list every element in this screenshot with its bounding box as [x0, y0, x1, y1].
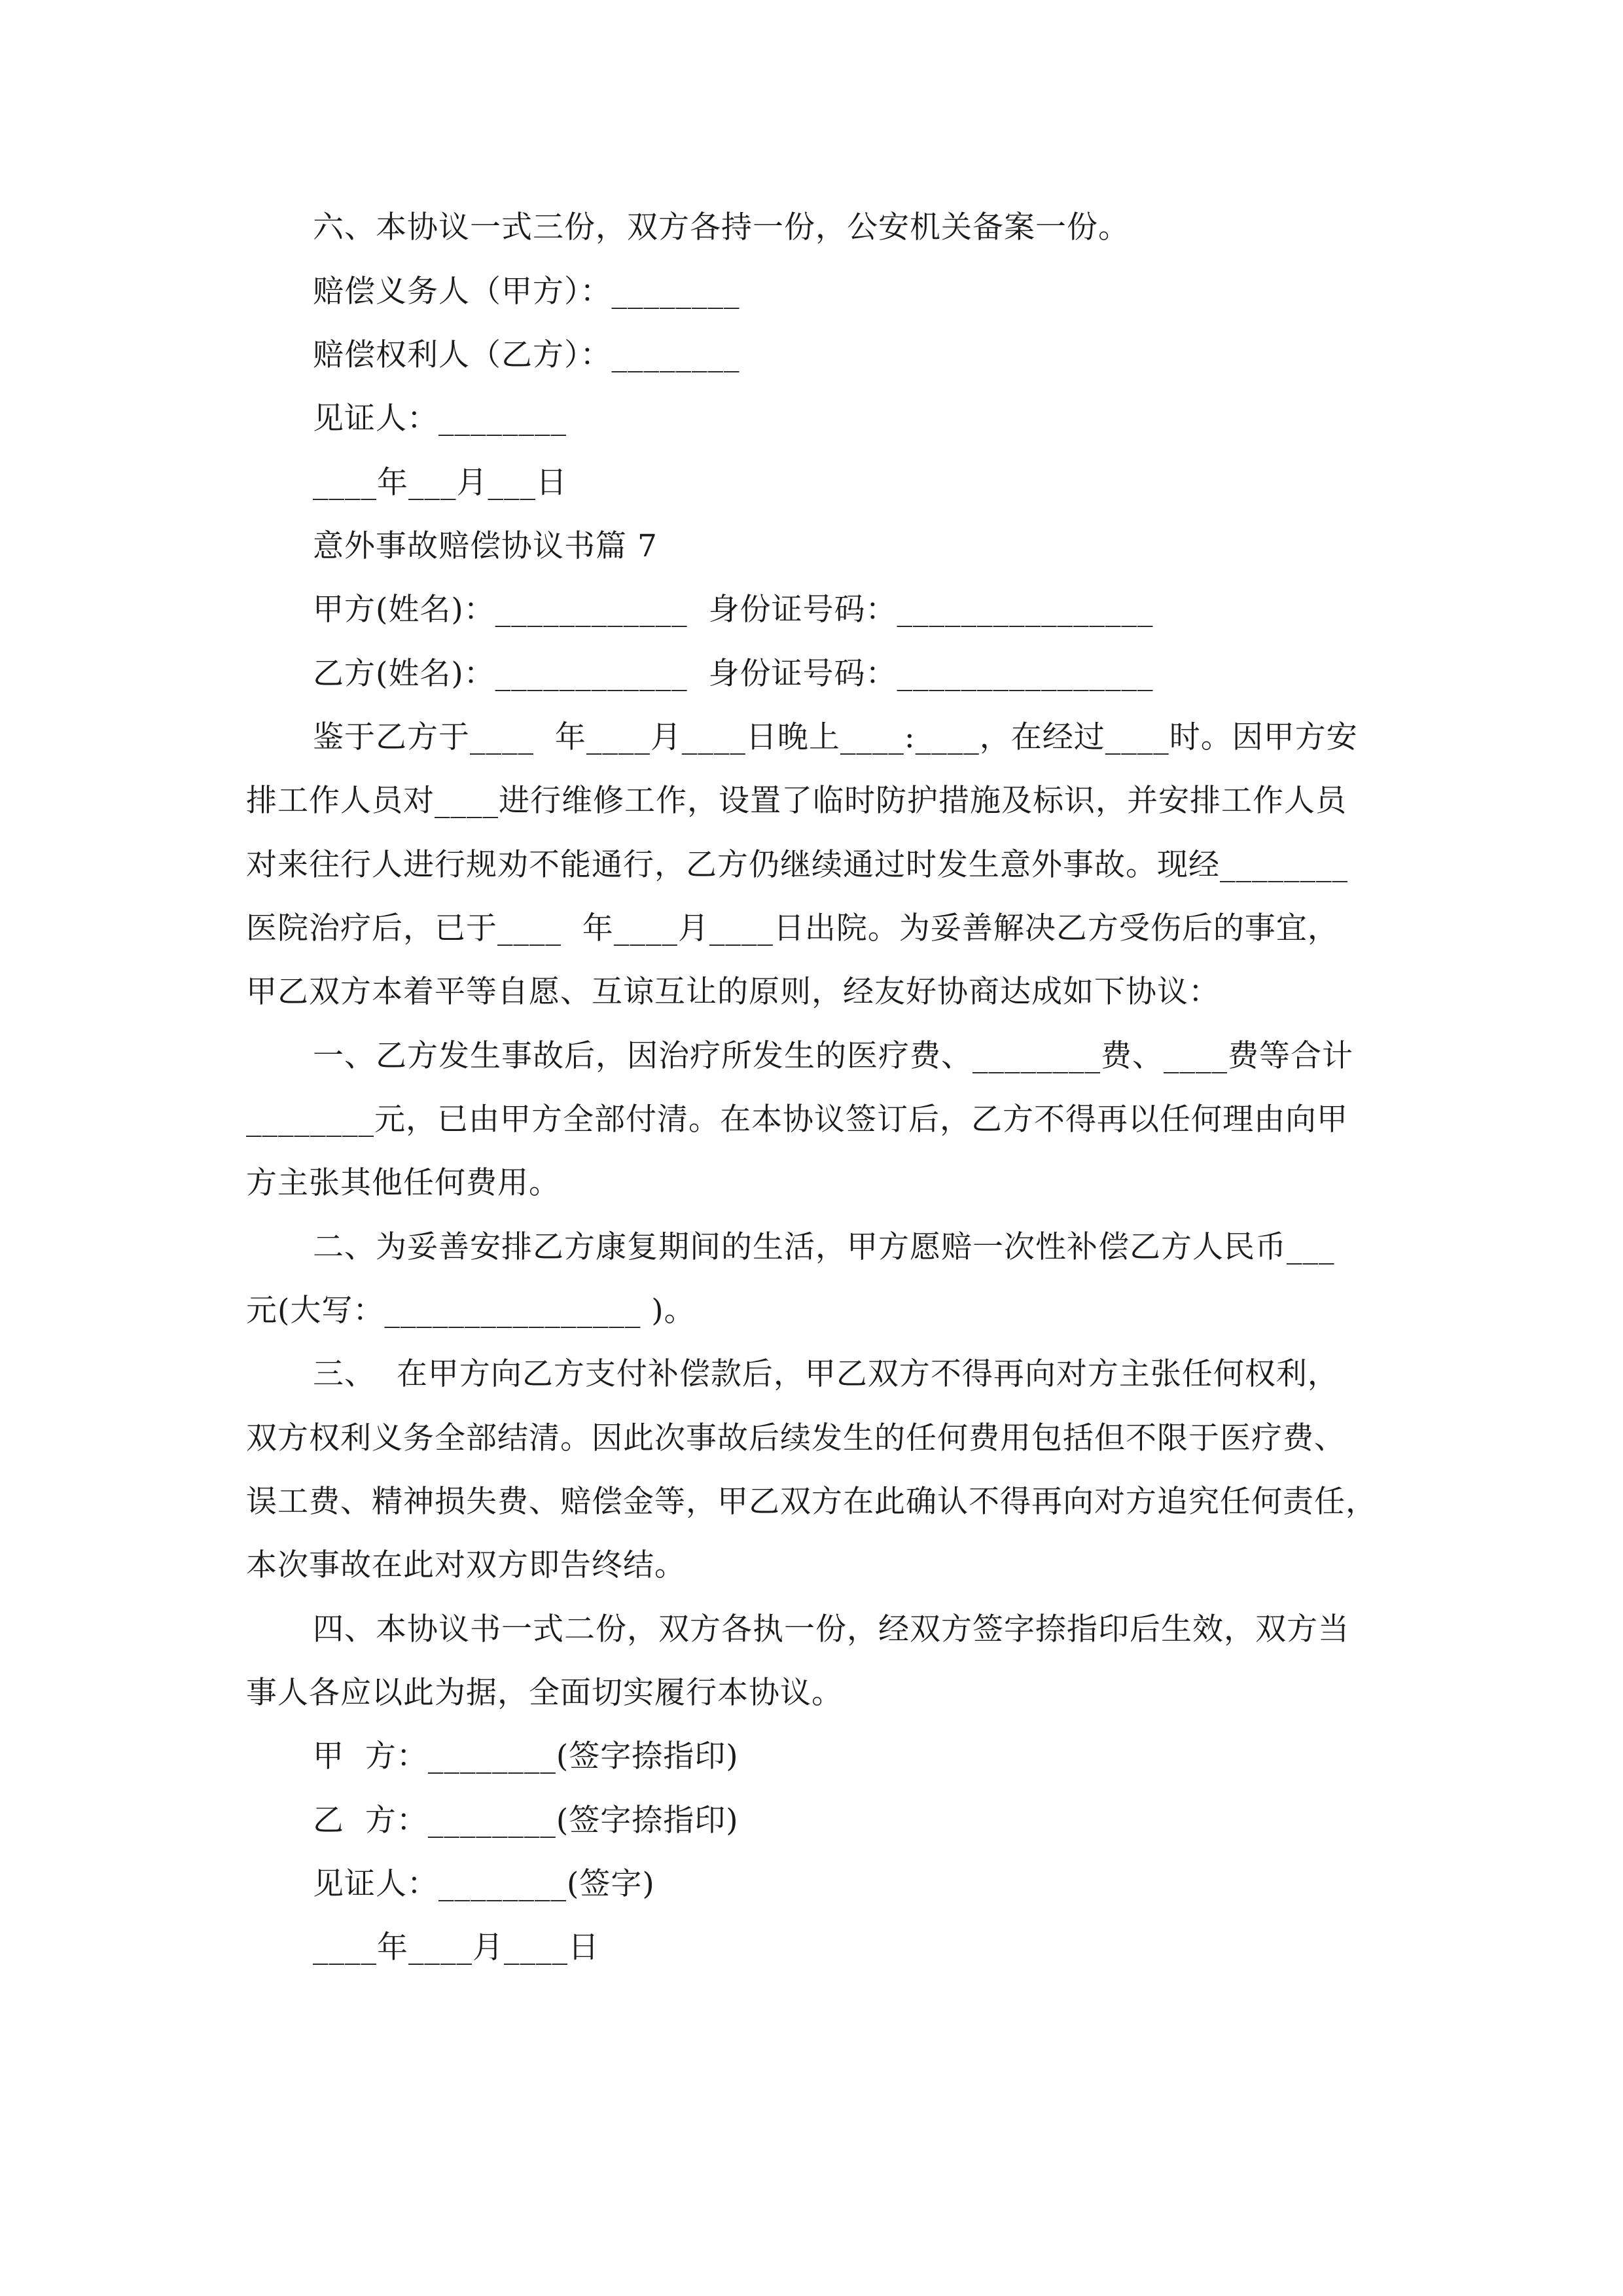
sign-date: ____年____月____日: [313, 1929, 599, 1965]
clause-6-text: 六、本协议一式三份，双方各持一份，公安机关备案一份。: [313, 209, 1130, 245]
party-b-info-line: 乙方(姓名)：____________ 身份证号码：________________: [313, 656, 1154, 692]
clause-1-line: ________元，已由甲方全部付清。在本协议签订后，乙方不得再以任何理由向甲: [246, 1102, 1348, 1138]
preamble-line: 甲乙双方本着平等自愿、互谅互让的原则，经友好协商达成如下协议：: [246, 974, 1220, 1010]
clause-3-line: 三、 在甲方向乙方支付补偿款后，甲乙双方不得再向对方主张任何权利，: [313, 1356, 1339, 1392]
clause-3-line: 误工费、精神损失费、赔偿金等，甲乙双方在此确认不得再向对方追究任何责任，: [246, 1484, 1377, 1520]
clause-3-line: 本次事故在此对双方即告终结。: [246, 1547, 686, 1583]
party-b-signature-line: 赔偿权利人（乙方）：________: [313, 337, 740, 373]
preamble-line: 鉴于乙方于____ 年____月____日晚上____:____，在经过____时。因甲方安: [313, 719, 1358, 755]
party-a-info-line: 甲方(姓名)：____________ 身份证号码：________________: [313, 592, 1154, 628]
sign-witness: 见证人：________(签字): [313, 1866, 655, 1902]
party-a-signature-line: 赔偿义务人（甲方）：________: [313, 274, 740, 310]
preamble-line: 对来往行人进行规劝不能通行，乙方仍继续通过时发生意外事故。现经________: [246, 847, 1348, 883]
date-line: ____年___月___日: [313, 465, 567, 501]
sign-party-a: 甲 方：________(签字捺指印): [313, 1738, 739, 1774]
clause-4-line: 四、本协议书一式二份，双方各执一份，经双方签字捺指印后生效，双方当: [313, 1611, 1349, 1647]
preamble-line: 排工作人员对____进行维修工作，设置了临时防护措施及标识，并安排工作人员: [246, 783, 1347, 819]
witness-signature-line: 见证人：________: [313, 401, 567, 437]
clause-3-line: 双方权利义务全部结清。因此次事故后续发生的任何费用包括但不限于医疗费、: [246, 1420, 1346, 1456]
clause-1-line: 方主张其他任何费用。: [246, 1165, 560, 1201]
preamble-line: 医院治疗后，已于____ 年____月____日出院。为妥善解决乙方受伤后的事宜，: [246, 910, 1339, 946]
clause-1-line: 一、乙方发生事故后，因治疗所发生的医疗费、________费、____费等合计: [313, 1038, 1353, 1074]
clause-4-line: 事人各应以此为据，全面切实履行本协议。: [246, 1675, 843, 1711]
clause-2-line: 元(大写：________________ )。: [246, 1293, 696, 1329]
sign-party-b: 乙 方：________(签字捺指印): [313, 1803, 739, 1839]
section-heading: 意外事故赔偿协议书篇 7: [313, 528, 658, 564]
clause-2-line: 二、为妥善安排乙方康复期间的生活，甲方愿赔一次性补偿乙方人民币___: [313, 1229, 1335, 1265]
